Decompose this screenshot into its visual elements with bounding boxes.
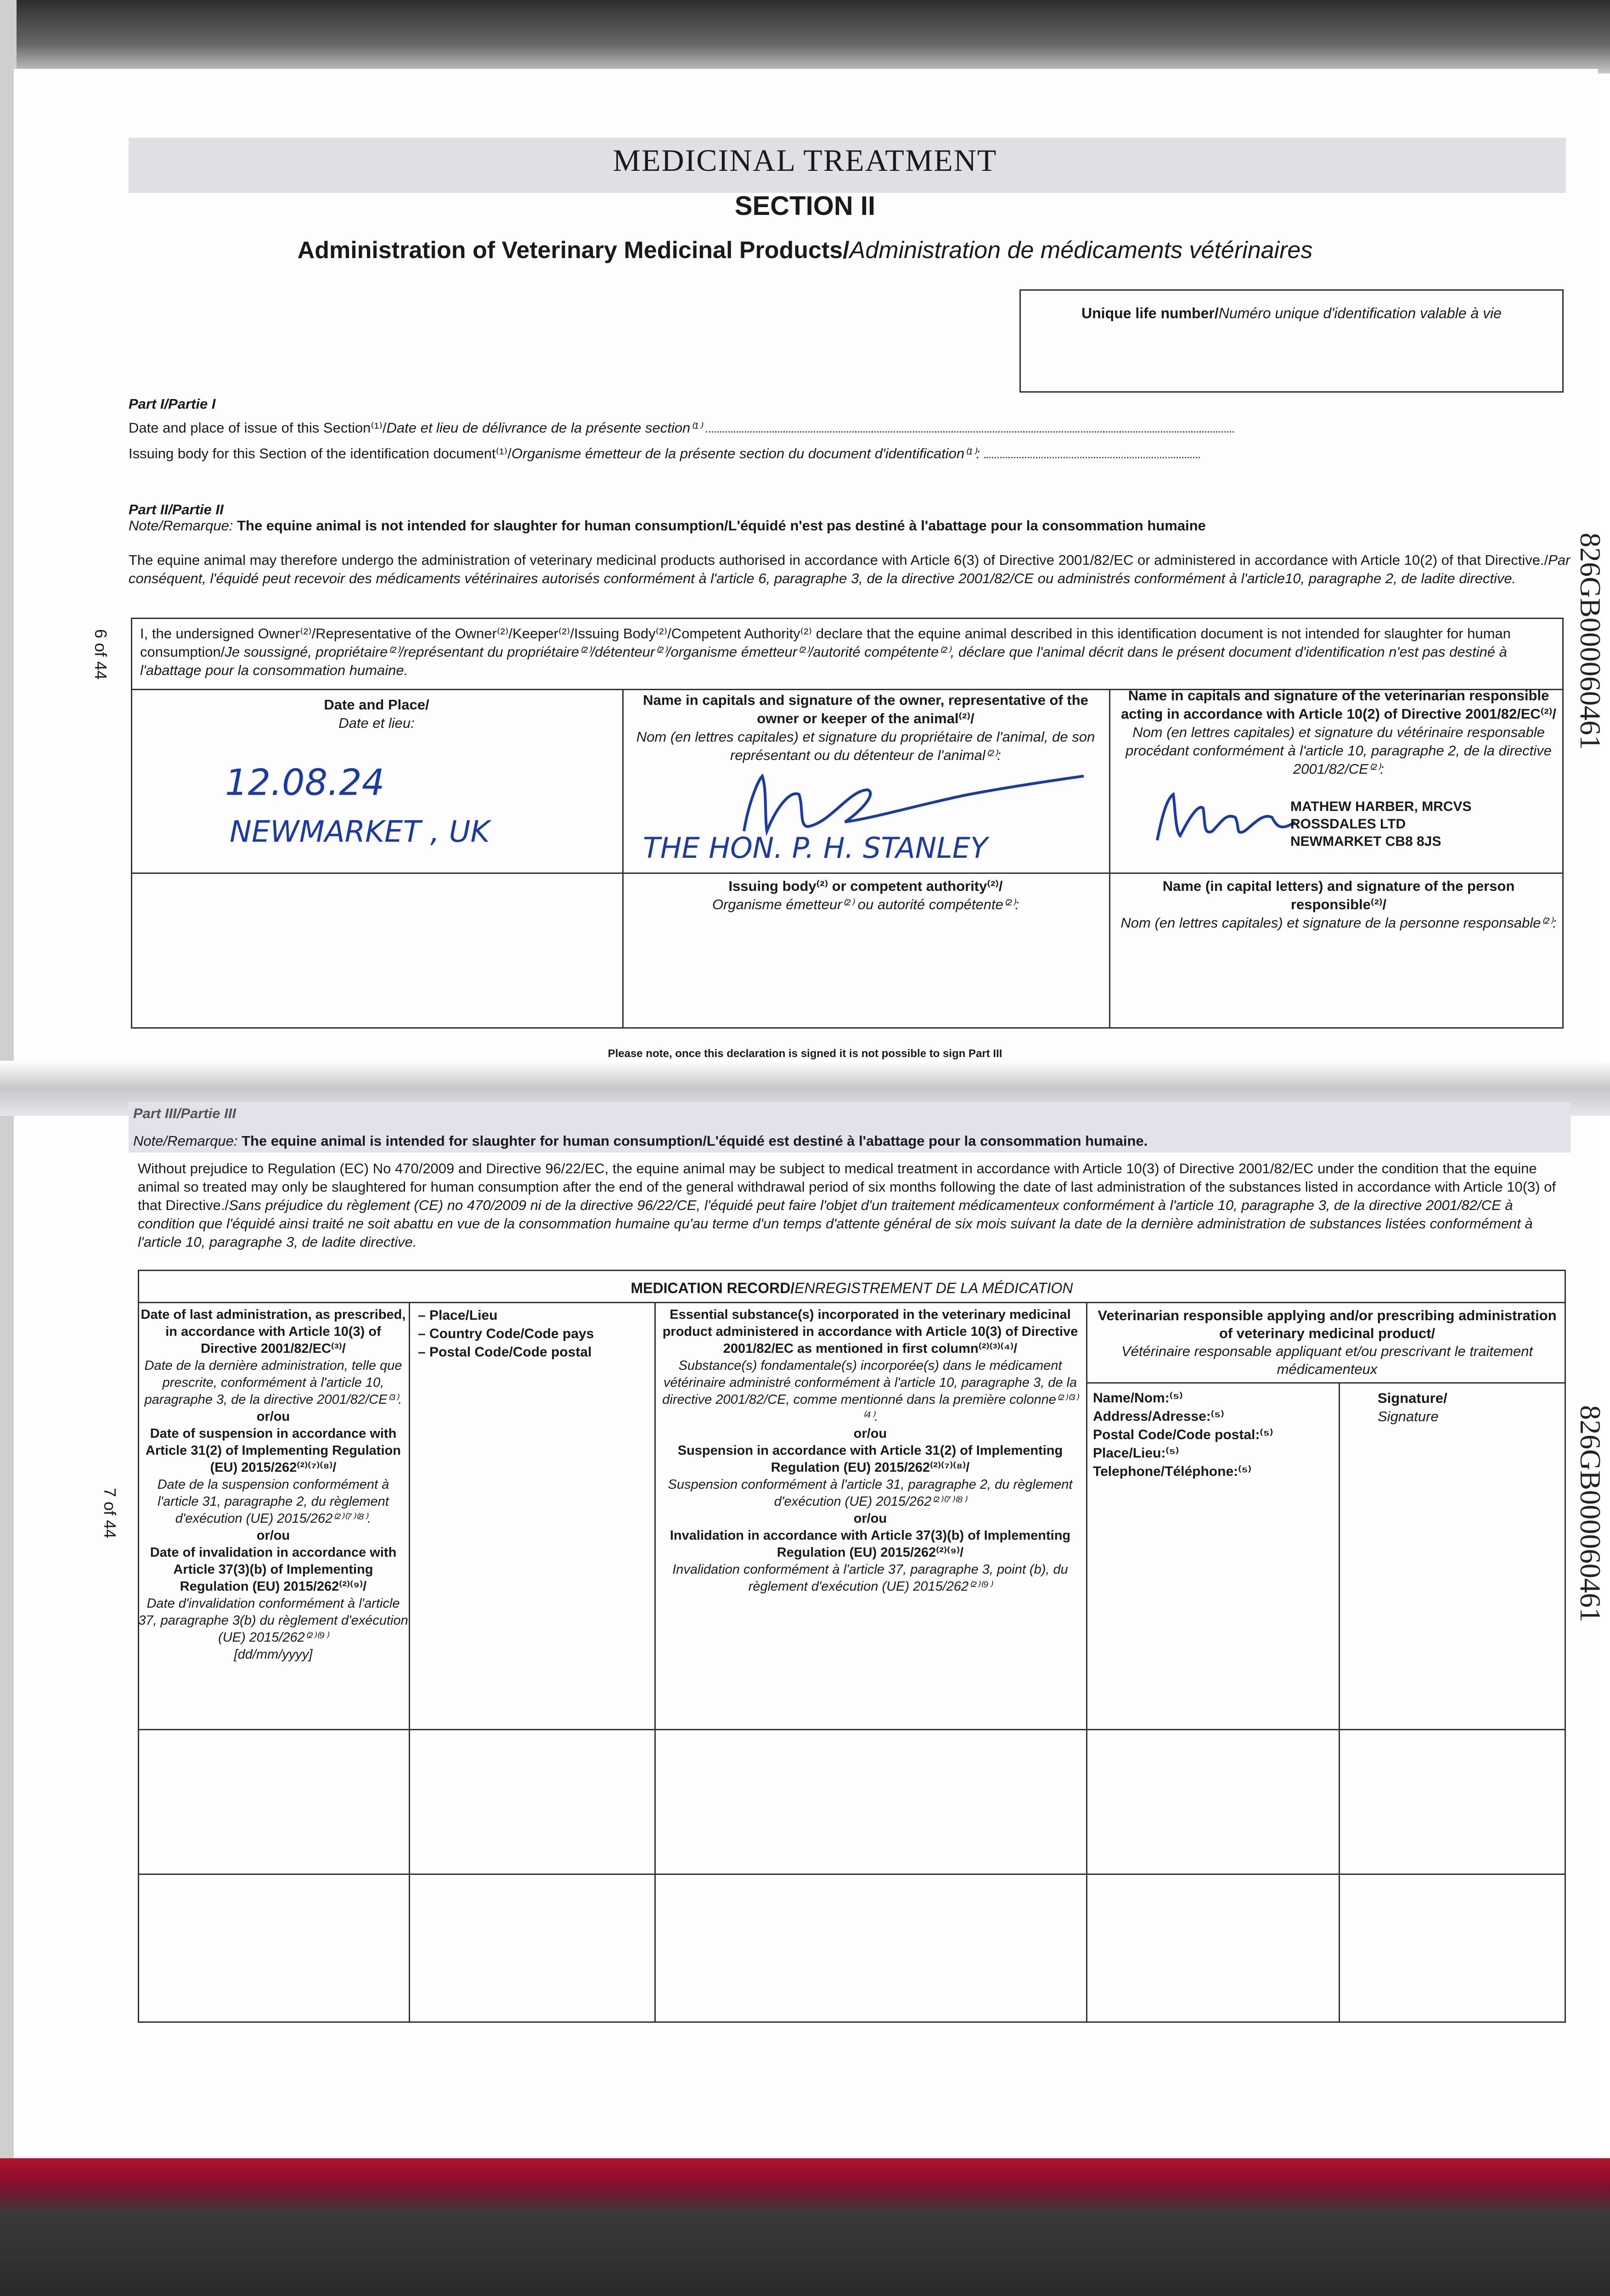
part-1-heading: Part I/Partie I	[129, 396, 216, 412]
declaration-row-line-2	[131, 872, 1564, 874]
vet-phone-label: Telephone/Téléphone:⁽⁵⁾	[1093, 1464, 1251, 1479]
part-2-heading: Part II/Partie II	[129, 501, 224, 518]
medication-record-title: MEDICATION RECORD/ENREGISTREMENT DE LA MÉDICATION	[630, 1280, 1073, 1296]
scan-bottom-edge	[0, 2158, 1610, 2296]
vet-stamp	[1290, 798, 1471, 850]
part-1-issue-date-line[interactable]: Date and place of issue of this Section⁽¹⁾/Date et lieu de délivrance de la présente section⁽¹⁾	[129, 419, 1313, 437]
section-subtitle: Administration of Veterinary Medicinal Products/Administration de médicaments vétérinaires	[297, 237, 1313, 264]
record-header-line	[138, 1302, 1566, 1303]
vet-signature-heading: Name in capitals and signature of the veterinarian responsible acting in accordance with Article 10(2) of Directive 2001/82/EC⁽²⁾/ Nom (en lettres capitales) et signature du vétérinaire responsable procédant conformément à l'article 10, paragraphe 2, de la directive 2001/82/CE⁽²⁾:	[1121, 687, 1556, 777]
part-2-note: Note/Remarque: The equine animal is not intended for slaughter for human consumption/L'équidé n'est pas destiné à l'abattage pour la consommation humaine	[129, 518, 1206, 534]
declaration-col-line-2	[1109, 689, 1110, 1029]
page-title: MEDICINAL TREATMENT	[613, 143, 997, 178]
part-3-body: Without prejudice to Regulation (EC) No 470/2009 and Directive 96/22/EC, the equine animal may be subject to medical treatment in accordance with Article 10(3) of Directive 2001/82/EC under the condition that the equine animal so treated may only be slaughtered for human consumption after the end of the general withdrawal period of six months following the date of last administration of the substances listed in accordance with Article 10(3) of that Directive./Sans préjudice du règlement (CE) no 470/2009 ni de la directive 96/22/CE, l'équidé peut faire l'objet d'un traitement médicamenteux conformément à l'article 10, paragraphe 3, de la directive 2001/82/CE à condition que l'équidé ainsi traité ne soit abattu en vue de la consommation humaine qu'au terme d'un temps d'attente général de six mois suivant la date de la dernière administration de substances listées conformément à l'article 10, paragraphe 3, de ladite directive.	[138, 1160, 1556, 1250]
part-1-issuing-body-line[interactable]: Issuing body for this Section of the identification document⁽¹⁾/Organisme émetteur de la présente section du document d'identification⁽¹⁾:	[129, 445, 1313, 463]
vet-stamp-line-1: MATHEW HARBER, MRCVS	[1290, 799, 1472, 814]
vet-details-labels	[1093, 1389, 1334, 1481]
part-3-heading: Part III/Partie III	[133, 1105, 236, 1121]
record-row-2[interactable]	[139, 1875, 1565, 2022]
section-heading: SECTION II	[734, 191, 876, 221]
page-number-6: 6 of 44	[91, 629, 110, 680]
place-label: – Place/Lieu	[418, 1308, 498, 1323]
handwritten-date: 12.08.24	[225, 762, 385, 804]
person-responsible-heading: Name (in capital letters) and signature of the person responsible⁽²⁾/ Nom (en lettres capitales) et signature de la personne responsable⁽²⁾:	[1120, 878, 1557, 931]
veterinarian-heading: Veterinarian responsible applying and/or prescribing administration of veterinary medicinal product/ Vétérinaire responsable appliquant et/ou prescrivant le traitement médicamenteux	[1098, 1307, 1557, 1377]
part-3-note: Note/Remarque: The equine animal is intended for slaughter for human consumption/L'équidé est destiné à l'abattage pour la consommation humaine.	[133, 1133, 1148, 1149]
date-place-heading: Date and Place/ Date et lieu:	[324, 697, 429, 731]
scan-top-edge	[0, 0, 1610, 73]
vet-postal-label: Postal Code/Code postal:⁽⁵⁾	[1093, 1427, 1273, 1442]
country-code-label: – Country Code/Code pays	[418, 1326, 594, 1341]
vet-signature	[1148, 781, 1300, 850]
place-column-heading	[418, 1306, 652, 1362]
vet-address-label: Address/Adresse:⁽⁵⁾	[1093, 1409, 1224, 1424]
date-of-administration-heading: Date of last administration, as prescribed, in accordance with Article 10(3) of Directive 2001/82/EC⁽³⁾/ Date de la dernière administration, telle que prescrite, conformément à l'article 10, paragraphe 3, de la directive 2001/82/CE⁽³⁾. or/ou Date of suspension in accordance with Article 31(2) of Implementing Regulation (EU) 2015/262⁽²⁾⁽⁷⁾⁽⁸⁾/ Date de la suspension conformément à l'article 31, paragraphe 2, du règlement d'exécution (UE) 2015/262⁽²⁾⁽⁷⁾⁽⁸⁾. or/ou Date of invalidation in accordance with Article 37(3)(b) of Implementing Regulation (EU) 2015/262⁽²⁾⁽⁹⁾/ Date d'invalidation conformément à l'article 37, paragraphe 3(b) du règlement d'exécution (UE) 2015/262⁽²⁾⁽⁹⁾ [dd/mm/yyyy]	[138, 1307, 408, 1662]
part-3-warning-footnote: Please note, once this declaration is signed it is not possible to sign Part III	[608, 1047, 1002, 1060]
side-id-number-bottom: 826GB000060461	[1574, 1405, 1607, 1622]
vet-stamp-line-3: NEWMARKET CB8 8JS	[1290, 834, 1441, 849]
owner-signature-heading: Name in capitals and signature of the owner, representative of the owner or keeper of the animal⁽²⁾/ Nom (en lettres capitales) et signature du propriétaire de l'animal, de son représentant ou du détenteur de l'animal⁽²⁾:	[636, 692, 1095, 763]
handwritten-owner-name: THE HON. P. H. STANLEY	[643, 831, 988, 865]
record-row-1[interactable]	[139, 1730, 1565, 1873]
vet-signature-label: Signature/ Signature	[1378, 1390, 1447, 1424]
part-2-body: The equine animal may therefore undergo the administration of veterinary medicinal products authorised in accordance with Article 6(3) of Directive 2001/82/EC or administered in accordance with Article 10(2) of that Directive./Par conséquent, l'équidé peut recevoir des médicaments vétérinaires autorisés conformément à l'article 6, paragraphe 3, de la directive 2001/82/CE ou administrés conformément à l'article10, paragraphe 2, de ladite directive.	[129, 552, 1571, 586]
vet-place-label: Place/Lieu:⁽⁵⁾	[1093, 1446, 1179, 1461]
issuing-body-heading: Issuing body⁽²⁾ or competent authority⁽²⁾/ Organisme émetteur⁽²⁾ ou autorité compétente⁽²⁾:	[712, 878, 1019, 912]
handwritten-place: NEWMARKET , UK	[230, 815, 490, 849]
side-id-number-top: 826GB000060461	[1574, 533, 1607, 750]
owner-signature	[730, 762, 1088, 845]
unique-life-number-label: Unique life number/Numéro unique d'identification valable à vie	[1081, 305, 1502, 321]
page-number-7: 7 of 44	[101, 1488, 119, 1539]
vet-subheader-line	[1086, 1382, 1566, 1384]
essential-substance-heading: Essential substance(s) incorporated in the veterinary medicinal product administered in accordance with Article 10(3) of Directive 2001/82/EC as mentioned in first column⁽²⁾⁽³⁾⁽⁴⁾/ Substance(s) fondamentale(s) incorporée(s) dans le médicament vétérinaire administré conformément à l'article 10, paragraphe 3, de la directive 2001/82/CE, comme mentionné dans la première colonne⁽²⁾⁽³⁾⁽⁴⁾. or/ou Suspension in accordance with Article 31(2) of Implementing Regulation (EU) 2015/262⁽²⁾⁽⁷⁾⁽⁸⁾/ Suspension conformément à l'article 31, paragraphe 2, du règlement d'exécution (UE) 2015/262⁽²⁾⁽⁷⁾⁽⁸⁾ or/ou Invalidation in accordance with Article 37(3)(b) of Implementing Regulation (EU) 2015/262⁽²⁾⁽⁹⁾/ Invalidation conformément à l'article 37, paragraphe 3, point (b), du règlement d'exécution (UE) 2015/262⁽²⁾⁽⁹⁾	[662, 1307, 1078, 1594]
declaration-col-line-1	[622, 689, 624, 1029]
vet-name-label: Name/Nom:⁽⁵⁾	[1093, 1390, 1183, 1406]
declaration-text: I, the undersigned Owner⁽²⁾/Representative of the Owner⁽²⁾/Keeper⁽²⁾/Issuing Body⁽²⁾/Competent Authority⁽²⁾ declare that the equine animal described in this identification document is not intended for slaughter for human consumption/Je soussigné, propriétaire⁽²⁾/représentant du propriétaire⁽²⁾/détenteur⁽²⁾/organisme émetteur⁽²⁾/autorité compétente⁽²⁾, déclare que l'animal décrit dans le présent document d'identification n'est pas destiné à l'abattage pour la consommation humaine.	[140, 625, 1511, 678]
vet-stamp-line-2: ROSSDALES LTD	[1290, 816, 1406, 832]
postal-code-label: – Postal Code/Code postal	[418, 1345, 592, 1360]
